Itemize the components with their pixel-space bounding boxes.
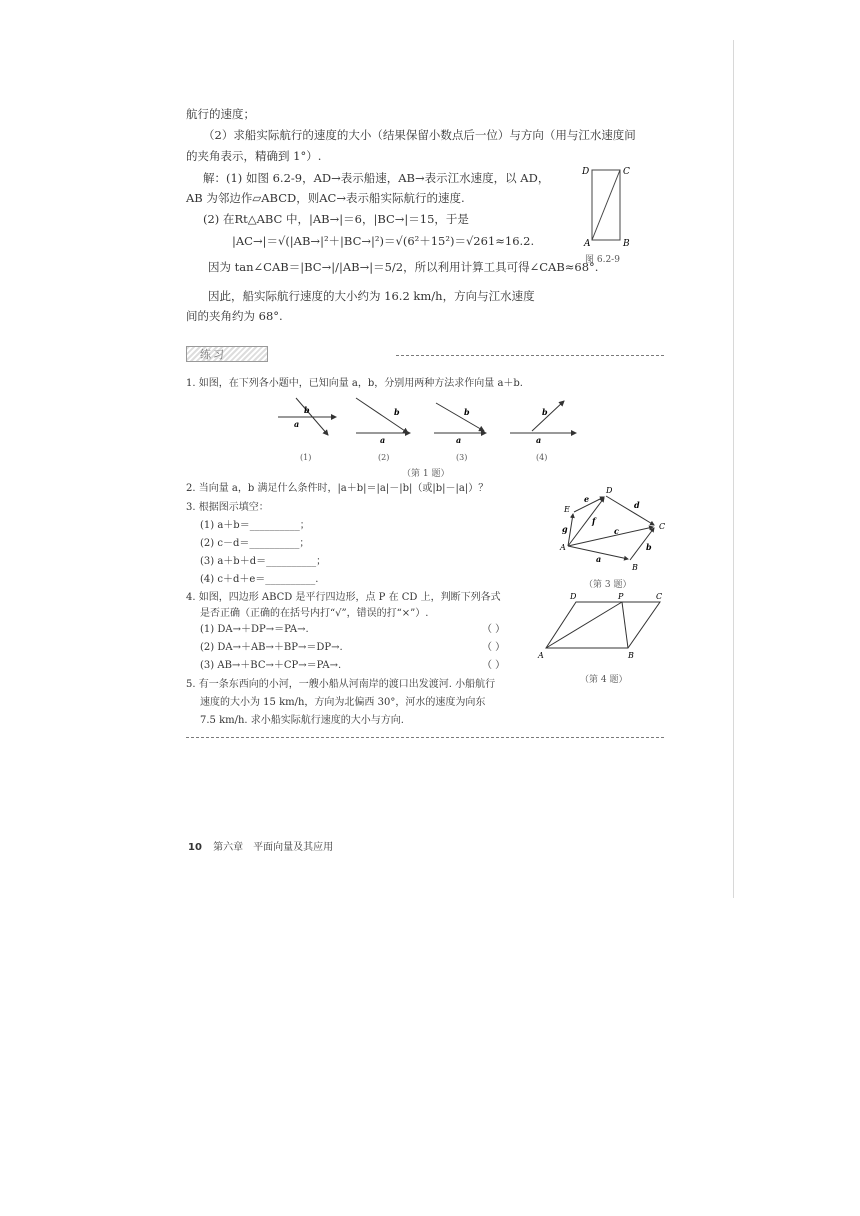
point-label-e: E: [564, 505, 570, 514]
conclusion-line: 因此，船实际航行速度的大小约为 16.2 km/h，方向与江水速度: [208, 289, 535, 303]
vector-label-b: b: [542, 407, 548, 417]
page-number: 10: [188, 842, 202, 853]
vector-label-g: g: [562, 524, 568, 534]
vector-label-c: c: [614, 526, 619, 536]
point-label-p: P: [618, 592, 624, 601]
q3-item: (4) c＋d＋e＝__________.: [200, 574, 319, 585]
q4-item: (3) AB→＋BC→＋CP→＝PA→.: [200, 660, 342, 671]
page-footer: [188, 838, 333, 853]
vertex-label-a: A: [584, 239, 591, 249]
question-2: 2. 当向量 a，b 满足什么条件时，|a＋b|＝|a|－|b|（或|b|－|a|）？: [186, 483, 489, 494]
vector-label-f: f: [592, 516, 596, 526]
practice-header: [186, 344, 276, 364]
text-line: 的夹角表示，精确到 1°）.: [186, 149, 322, 163]
vector-label-b: b: [304, 405, 310, 415]
sub-label-2: (2): [378, 453, 390, 462]
solution-line: (2) 在Rt△ABC 中，|AB→|＝6，|BC→|＝15，于是: [203, 212, 469, 226]
q1-sub-figure-2: [356, 398, 410, 462]
formula-line: 因为 tan∠CAB＝|BC→|/|AB→|＝5/2，所以利用计算工具可得∠CAB≈68°.: [208, 260, 599, 274]
solution-line: AB 为邻边作▱ABCD，则AC→表示船实际航行的速度.: [186, 191, 465, 205]
vector-label-e: e: [584, 494, 590, 504]
vertex-label-c: C: [623, 167, 630, 177]
vector-b-4: [532, 401, 564, 431]
vector-label-b: b: [464, 407, 470, 417]
question-1: 1. 如图，在下列各小题中，已知向量 a，b，分别用两种方法求作向量 a＋b.: [186, 378, 523, 389]
point-label-b: B: [632, 563, 638, 572]
vector-label-d: d: [634, 500, 640, 510]
vector-label-a: a: [294, 419, 300, 429]
question-5-cont: 速度的大小为 15 km/h，方向为北偏西 30°，河水的速度为向东: [200, 697, 486, 708]
page-gutter-line: [733, 40, 734, 898]
text-line: （2）求船实际航行的速度的大小（结果保留小数点后一位）与方向（用与江水速度间: [203, 128, 636, 142]
answer-blank[interactable]: （ ）: [482, 642, 506, 653]
point-label-a: A: [560, 543, 566, 552]
q3-item: (3) a＋b＋d＝__________；: [200, 556, 327, 567]
figure-6-2-9: [580, 160, 640, 270]
point-label-d: D: [570, 592, 577, 601]
section-divider-bottom: [186, 737, 664, 738]
vector-label-a: a: [380, 435, 386, 445]
vertex-label-b: B: [623, 239, 630, 249]
practice-box: [186, 346, 268, 362]
segment-bp: [622, 602, 628, 648]
question-5: 5. 有一条东西向的小河，一艘小船从河南岸的渡口出发渡河. 小船航行: [186, 679, 496, 690]
vector-c: [568, 527, 653, 546]
vertex-label-d: D: [582, 167, 590, 177]
figure-q1: [270, 393, 590, 473]
q1-sub-figure-1: [278, 398, 336, 462]
question-4: 4. 如图，四边形 ABCD 是平行四边形，点 P 在 CD 上，判断下列各式: [186, 592, 501, 603]
chapter-title: 第六章 平面向量及其应用: [213, 842, 334, 853]
figure-q4: [536, 590, 671, 662]
vector-g: [568, 514, 573, 546]
vector-b-3: [436, 403, 484, 431]
point-label-b: B: [628, 651, 634, 660]
question-5-cont: 7.5 km/h. 求小船实际航行速度的大小与方向.: [200, 715, 404, 726]
vector-d: [606, 496, 654, 525]
answer-blank[interactable]: （ ）: [482, 624, 506, 635]
figure-caption: 图 6.2-9: [585, 255, 620, 265]
q3-item: (1) a＋b＝__________；: [200, 520, 310, 531]
solution-line: 解：(1) 如图 6.2-9，AD→表示船速，AB→表示江水速度，以 AD，: [203, 171, 550, 185]
q1-sub-figure-3: [434, 403, 486, 462]
q1-sub-figure-4: [510, 401, 576, 462]
figure-q3: [556, 484, 676, 584]
q4-item: (1) DA→＋DP→＝PA→.: [200, 624, 309, 635]
q1-caption: （第 1 题）: [402, 469, 450, 479]
answer-blank[interactable]: （ ）: [482, 660, 506, 671]
segment-ap: [546, 602, 622, 648]
sub-label-3: (3): [456, 453, 468, 462]
point-label-c: C: [659, 522, 666, 531]
point-label-a: A: [538, 651, 544, 660]
vector-label-a: a: [456, 435, 462, 445]
point-label-d: D: [606, 486, 613, 495]
section-divider-top: [396, 355, 664, 356]
conclusion-line: 间的夹角约为 68°.: [186, 309, 283, 323]
q3-caption: （第 3 题）: [584, 580, 632, 590]
formula-line: |AC→|＝√(|AB→|²＋|BC→|²)＝√(6²＋15²)＝√261≈16.2.: [232, 234, 535, 248]
question-4-cont: 是否正确（正确的在括号内打“√”，错误的打“×”）.: [200, 608, 429, 619]
question-3: 3. 根据图示填空：: [186, 502, 269, 513]
parallelogram-abcd: [546, 602, 660, 648]
sub-label-4: (4): [536, 453, 548, 462]
q4-item: (2) DA→＋AB→＋BP→＝DP→.: [200, 642, 343, 653]
q3-item: (2) c－d＝__________；: [200, 538, 310, 549]
vector-b-2: [356, 398, 408, 433]
vector-label-b: b: [394, 407, 400, 417]
vector-label-a: a: [596, 554, 602, 564]
practice-label: 练习: [200, 348, 226, 361]
sub-label-1: (1): [300, 453, 312, 462]
text-line: 航行的速度；: [186, 107, 255, 121]
q4-caption: （第 4 题）: [580, 675, 628, 685]
point-label-c: C: [656, 592, 663, 601]
vector-label-a: a: [536, 435, 542, 445]
diagonal-ac: [592, 170, 620, 240]
vector-label-b: b: [646, 542, 652, 552]
